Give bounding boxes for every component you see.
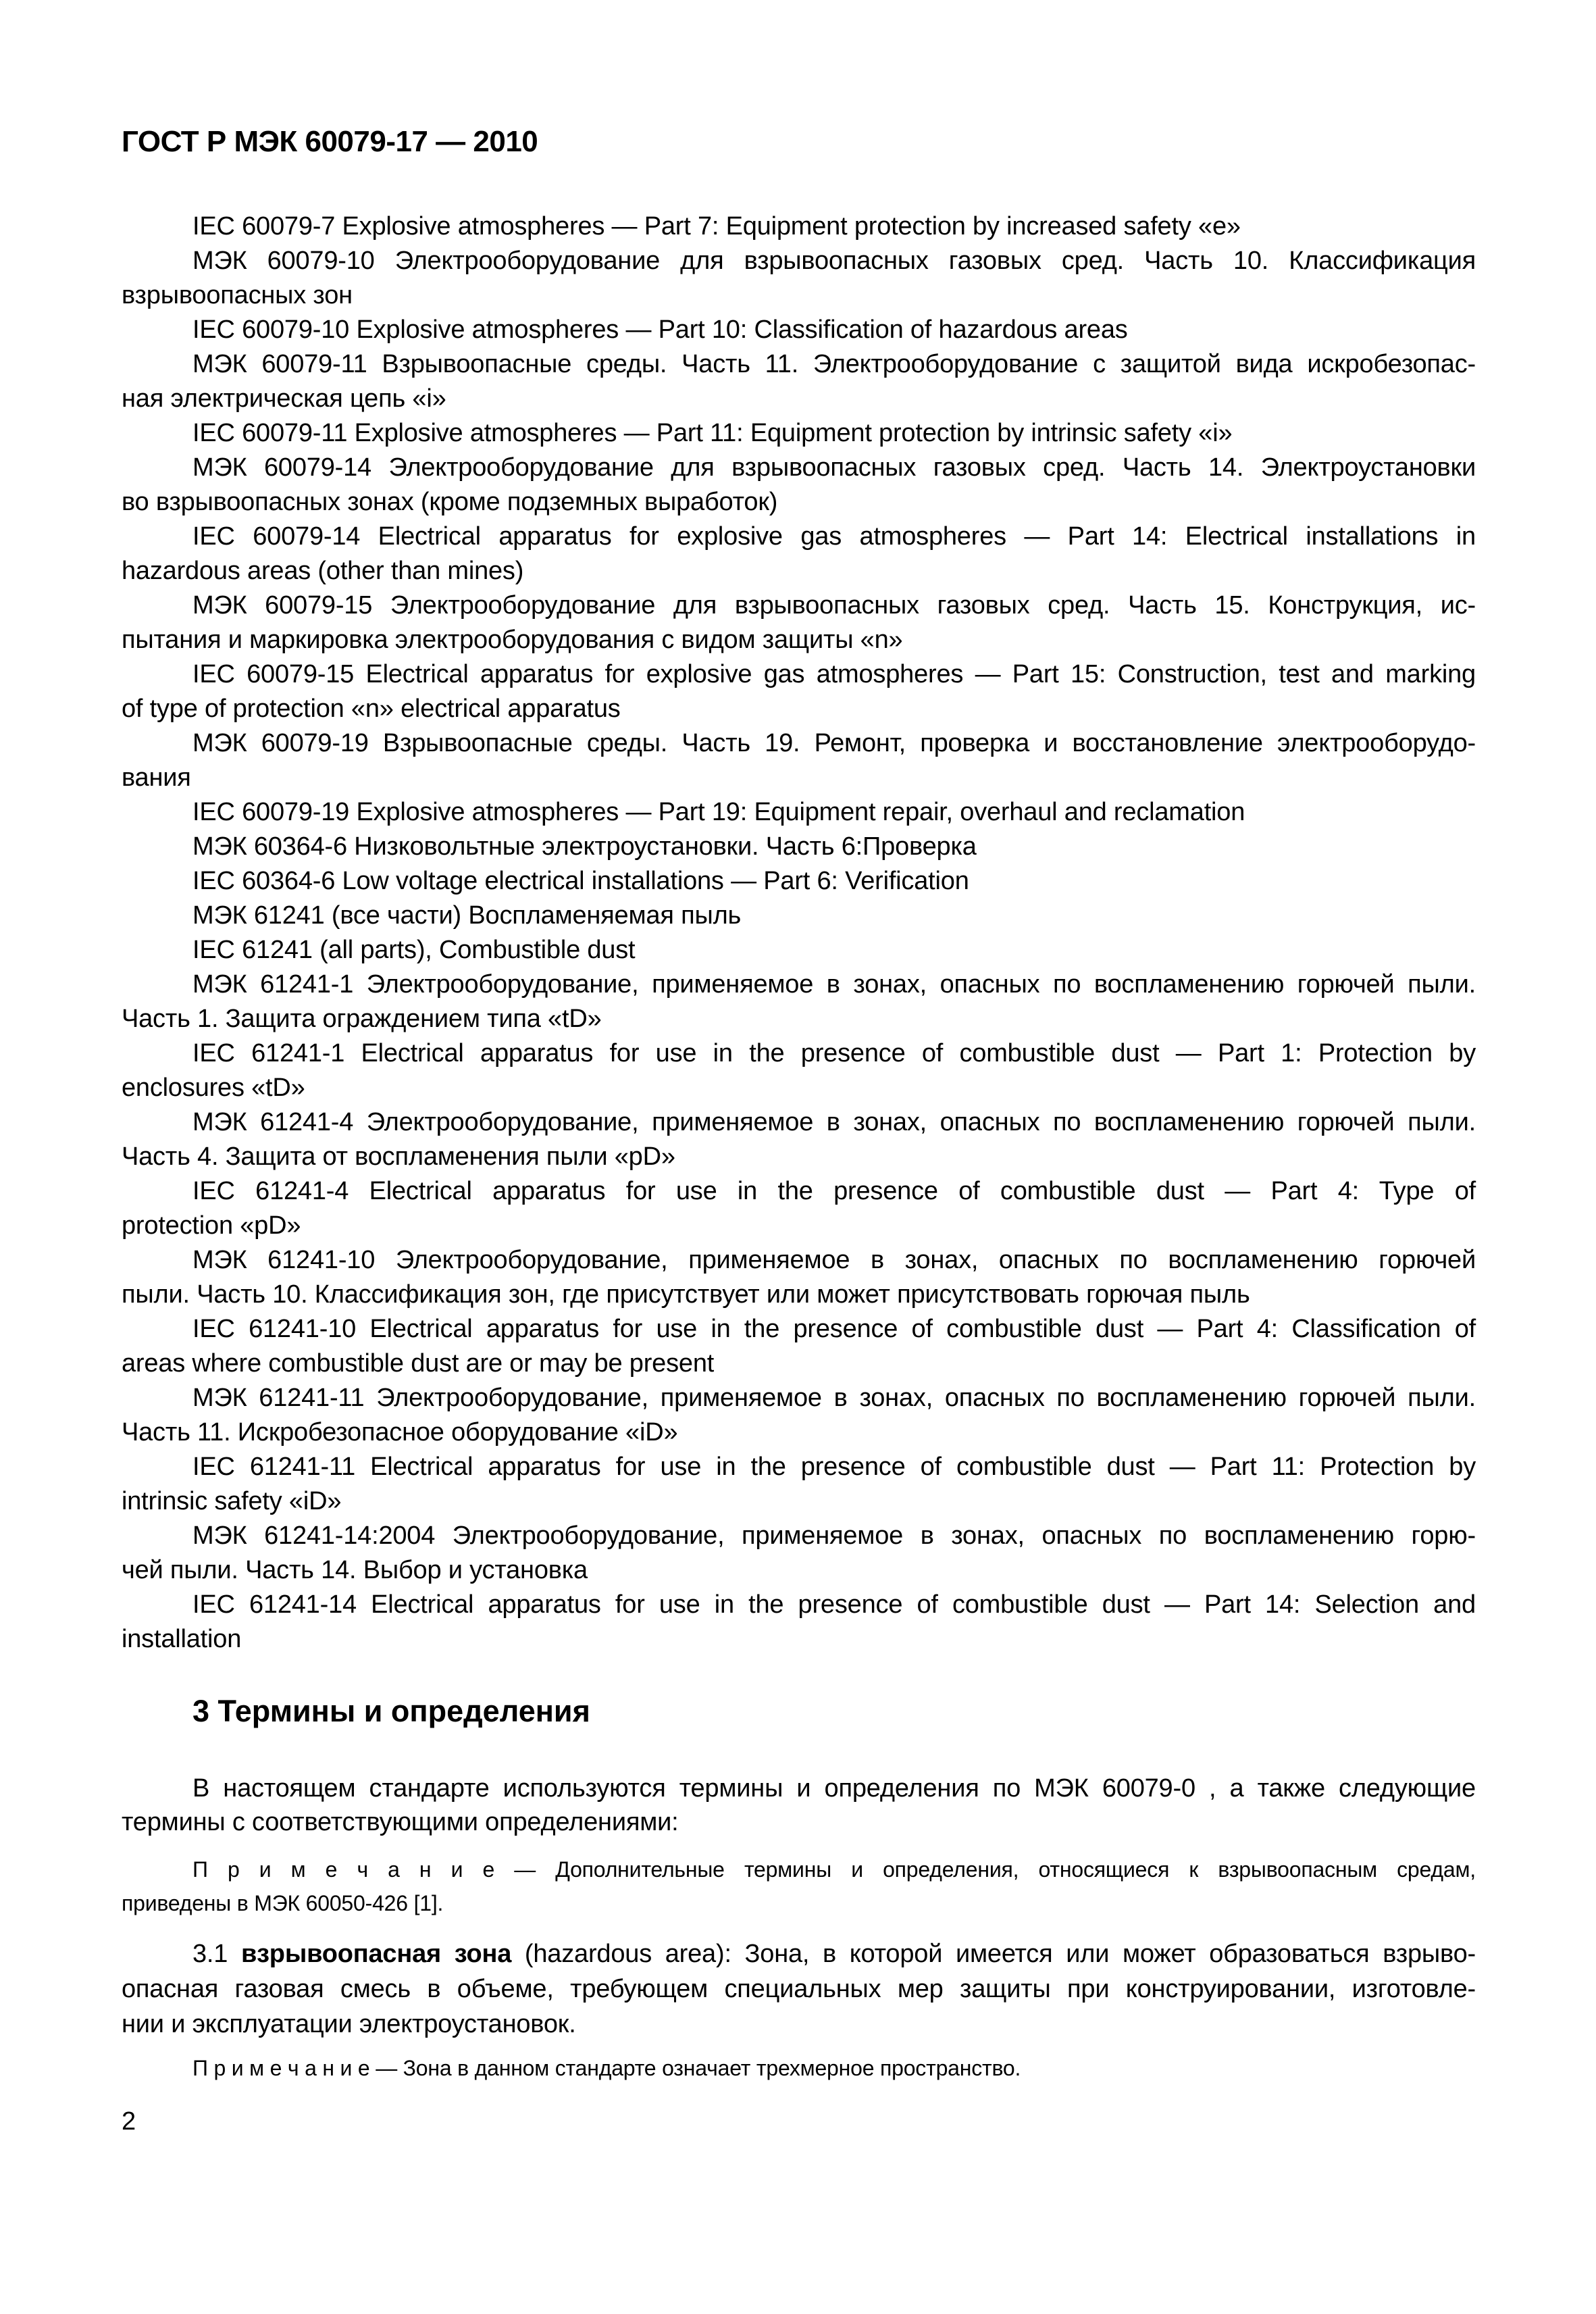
term-definition-3-1: [122, 1936, 1476, 2042]
reference-line: МЭК 60079-19 Взрывоопасные среды. Часть 19. Ремонт, проверка и восстановление электрооборудо-: [192, 729, 1476, 757]
reference-line: protection «pD»: [122, 1211, 301, 1240]
reference-line: Часть 1. Защита ограждением типа «tD»: [122, 1005, 602, 1033]
reference-line: areas where combustible dust are or may be present: [122, 1349, 715, 1378]
reference-line: во взрывоопасных зонах (кроме подземных выработок): [122, 488, 778, 516]
note-paragraph: [122, 2053, 1476, 2084]
reference-line: IEC 61241-1 Electrical apparatus for use in the presence of combustible dust — Part 1: Protection by: [192, 1039, 1476, 1067]
reference-line: МЭК 60079-11 Взрывоопасные среды. Часть 11. Электрооборудование с защитой вида искробезопас-: [192, 350, 1476, 378]
reference-line: МЭК 61241 (все части) Воспламеняемая пыль: [192, 901, 742, 930]
intro-paragraph-line: В настоящем стандарте используются термины и определения по МЭК 60079-0 , а также следующие: [192, 1774, 1476, 1803]
document-header: ГОСТ Р МЭК 60079-17 — 2010: [122, 125, 538, 158]
reference-line: пыли. Часть 10. Классификация зон, где присутствует или может присутствовать горючая пыль: [122, 1280, 1250, 1309]
reference-line: МЭК 60079-14 Электрооборудование для взрывоопасных газовых сред. Часть 14. Электроустановки: [192, 453, 1476, 482]
page-content: [122, 126, 1476, 2135]
note-line: П р и м е ч а н и е — Зона в данном стандарте означает трехмерное пространство.: [192, 2056, 1021, 2080]
normative-references-list: [122, 209, 1476, 1657]
note-paragraph: [122, 1853, 1476, 1920]
reference-line: взрывоопасных зон: [122, 281, 353, 309]
reference-line: IEC 61241-11 Electrical apparatus for use in the presence of combustible dust — Part 11: Protection by: [192, 1453, 1476, 1481]
reference-line: IEC 60079-14 Electrical apparatus for explosive gas atmospheres — Part 14: Electrical installations in: [192, 522, 1476, 551]
reference-line: IEC 60364-6 Low voltage electrical installations — Part 6: Verification: [192, 867, 969, 895]
reference-line: IEC 60079-10 Explosive atmospheres — Part 10: Classification of hazardous areas: [192, 316, 1128, 344]
reference-line: МЭК 61241-10 Электрооборудование, применяемое в зонах, опасных по воспламенению горючей: [192, 1246, 1476, 1274]
section-heading: 3 Термины и определения: [192, 1694, 590, 1728]
reference-line: IEC 61241-10 Electrical apparatus for use in the presence of combustible dust — Part 4: Classification of: [192, 1315, 1476, 1343]
reference-line: enclosures «tD»: [122, 1074, 305, 1102]
term-name: взрывоопасная зона: [240, 1940, 512, 1968]
reference-line: IEC 60079-15 Electrical apparatus for explosive gas atmospheres — Part 15: Construction, test and marking: [192, 660, 1476, 688]
term-definition-line: [122, 1936, 1476, 1971]
reference-line: IEC 60079-11 Explosive atmospheres — Part 11: Equipment protection by intrinsic safety «i»: [192, 419, 1233, 447]
reference-line: ная электрическая цепь «i»: [122, 384, 446, 413]
note-line: П р и м е ч а н и е — Дополнительные термины и определения, относящиеся к взрывоопасным средам,: [192, 1857, 1476, 1882]
reference-line: пытания и маркировка электрооборудования с видом защиты «n»: [122, 626, 903, 654]
term-definition-line: опасная газовая смесь в объеме, требующем специальных мер защиты при конструировании, изготовле-: [122, 1975, 1476, 2003]
reference-line: IEC 60079-7 Explosive atmospheres — Part 7: Equipment protection by increased safety «e»: [192, 212, 1241, 241]
reference-line: МЭК 60364-6 Низковольтные электроустановки. Часть 6:Проверка: [192, 832, 977, 861]
reference-line: вания: [122, 763, 191, 792]
reference-line: МЭК 60079-15 Электрооборудование для взрывоопасных газовых сред. Часть 15. Конструкция, ис-: [192, 591, 1476, 620]
reference-line: hazardous areas (other than mines): [122, 557, 524, 585]
reference-line: IEC 61241-14 Electrical apparatus for use in the presence of combustible dust — Part 14: Selection and: [192, 1590, 1476, 1619]
reference-line: МЭК 61241-11 Электрооборудование, применяемое в зонах, опасных по воспламенению горючей пыли.: [192, 1384, 1476, 1412]
term-number: 3.1: [192, 1940, 241, 1968]
reference-line: of type of protection «n» electrical apparatus: [122, 695, 621, 723]
intro-paragraph: [122, 1771, 1476, 1839]
note-line: приведены в МЭК 60050-426 [1].: [122, 1891, 444, 1915]
reference-line: МЭК 61241-14:2004 Электрооборудование, применяемое в зонах, опасных по воспламенению горю-: [192, 1521, 1476, 1550]
reference-line: installation: [122, 1625, 242, 1653]
intro-paragraph-line: термины с соответствующими определениями:: [122, 1808, 679, 1836]
reference-line: МЭК 61241-4 Электрооборудование, применяемое в зонах, опасных по воспламенению горючей пыли.: [192, 1108, 1476, 1136]
term-definition-text: (hazardous area): Зона, в которой имеется или может образоваться взрыво-: [511, 1940, 1476, 1968]
reference-line: IEC 60079-19 Explosive atmospheres — Part 19: Equipment repair, overhaul and reclamation: [192, 798, 1245, 826]
reference-line: Часть 11. Искробезопасное оборудование «iD»: [122, 1418, 678, 1447]
page-number: 2: [122, 2107, 136, 2136]
reference-line: МЭК 61241-1 Электрооборудование, применяемое в зонах, опасных по воспламенению горючей пыли.: [192, 970, 1476, 999]
term-definition-line: нии и эксплуатации электроустановок.: [122, 2010, 576, 2038]
reference-line: IEC 61241 (all parts), Combustible dust: [192, 936, 636, 964]
reference-line: чей пыли. Часть 14. Выбор и установка: [122, 1556, 588, 1584]
reference-line: МЭК 60079-10 Электрооборудование для взрывоопасных газовых сред. Часть 10. Классификация: [192, 247, 1476, 275]
reference-line: Часть 4. Защита от воспламенения пыли «pD»: [122, 1142, 675, 1171]
reference-line: intrinsic safety «iD»: [122, 1487, 342, 1515]
reference-line: IEC 61241-4 Electrical apparatus for use in the presence of combustible dust — Part 4: Type of: [192, 1177, 1476, 1205]
